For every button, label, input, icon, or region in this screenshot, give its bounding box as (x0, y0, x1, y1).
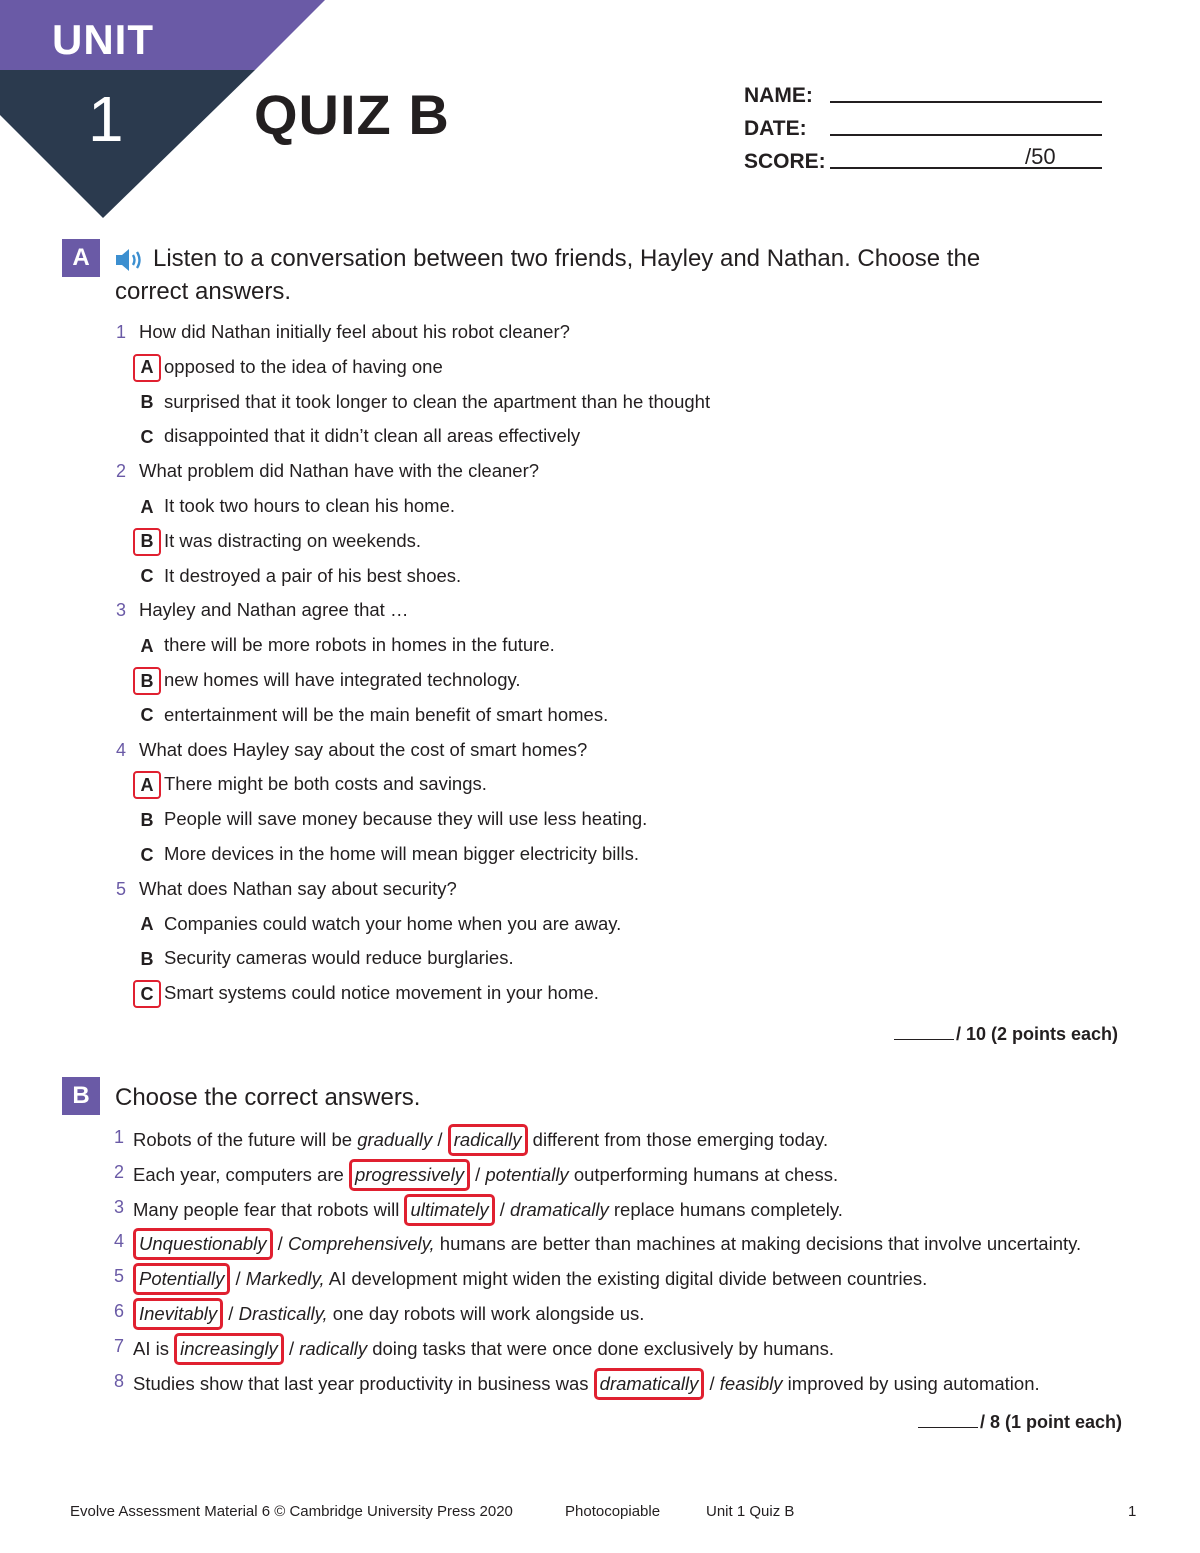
option-text: Security cameras would reduce burglaries. (164, 947, 514, 969)
sentence-end: humans are better than machines at making decisions that involve uncertainty. (434, 1233, 1082, 1255)
score-label: SCORE: (744, 150, 826, 173)
sentence-number: 7 (114, 1335, 125, 1356)
selected-word-choice[interactable]: progressively (349, 1159, 470, 1191)
word-choice[interactable]: potentially (485, 1163, 569, 1185)
question-number: 5 (116, 878, 127, 899)
section-b-points: / 8 (1 point each) (918, 1412, 1122, 1433)
selected-option-letter[interactable]: A (133, 771, 161, 799)
option-text: It was distracting on weekends. (164, 529, 422, 551)
question-text: What problem did Nathan have with the cleaner? (139, 460, 540, 482)
option-text: People will save money because they will use less heating. (164, 808, 648, 830)
option-letter[interactable]: C (140, 844, 154, 865)
option-letter[interactable]: B (140, 809, 154, 830)
word-choice[interactable]: Comprehensively, (287, 1233, 435, 1255)
word-choice[interactable]: Markedly, (245, 1268, 325, 1290)
question-text: What does Hayley say about the cost of smart homes? (139, 738, 588, 760)
question-text: Hayley and Nathan agree that … (139, 599, 409, 621)
choice-separator: / (494, 1198, 511, 1220)
sentence (133, 1368, 1040, 1400)
unit-number: 1 (88, 83, 124, 155)
sentence (133, 1124, 828, 1156)
question-text: How did Nathan initially feel about his robot cleaner? (139, 321, 570, 342)
option-text: Smart systems could notice movement in your home. (164, 982, 599, 1004)
banner-dark-triangle (0, 70, 255, 218)
date-label: DATE: (744, 117, 807, 140)
option-text: new homes will have integrated technology. (164, 669, 521, 690)
word-choice[interactable]: Drastically, (238, 1303, 328, 1324)
date-field[interactable] (830, 134, 1102, 136)
sentence-number: 2 (114, 1161, 125, 1182)
choice-separator: / (223, 1303, 239, 1324)
score-total: /50 (1025, 144, 1056, 169)
footer-photocopiable: Photocopiable (565, 1503, 661, 1520)
selected-word-choice[interactable]: increasingly (174, 1333, 284, 1365)
option-letter[interactable]: A (140, 914, 154, 935)
sentence-end: one day robots will work alongside us. (327, 1303, 645, 1324)
sentence-end: doing tasks that were once done exclusively by humans. (367, 1337, 834, 1359)
footer-unit-quiz: Unit 1 Quiz B (706, 1503, 795, 1520)
sentence-end: AI development might widen the existing digital divide between countries. (324, 1268, 928, 1290)
name-label: NAME: (744, 84, 813, 107)
choice-separator: / (283, 1337, 300, 1359)
sentence-number: 8 (114, 1370, 125, 1391)
choice-separator: / (230, 1268, 246, 1290)
choice-separator: / (432, 1129, 448, 1150)
question-number: 4 (116, 739, 127, 760)
sentence-end: outperforming humans at chess. (568, 1163, 839, 1185)
sentence-end: different from those emerging today. (527, 1129, 829, 1150)
sentence (133, 1228, 1081, 1260)
sentence-start: Each year, computers are (133, 1163, 349, 1185)
option-letter[interactable]: A (140, 496, 154, 517)
option-text: opposed to the idea of having one (164, 355, 443, 377)
section-b-badge: B (62, 1077, 100, 1115)
speaker-icon[interactable] (114, 247, 144, 273)
option-text: disappointed that it didn’t clean all areas effectively (164, 425, 581, 447)
option-letter[interactable]: A (140, 635, 154, 656)
section-a-title-line2: correct answers. (115, 278, 292, 305)
selected-word-choice[interactable]: Unquestionably (133, 1228, 273, 1260)
sentence (133, 1263, 927, 1295)
section-b-title: Choose the correct answers. (115, 1084, 421, 1111)
score-field[interactable] (830, 167, 1102, 169)
sentence-start: Robots of the future will be (133, 1129, 358, 1150)
sentence-start: AI is (133, 1337, 175, 1359)
option-text: there will be more robots in homes in the future. (164, 634, 555, 656)
word-choice[interactable]: feasibly (719, 1372, 783, 1394)
sentence-end: improved by using automation. (782, 1372, 1040, 1394)
selected-word-choice[interactable]: Inevitably (133, 1298, 223, 1330)
unit-label: UNIT (52, 16, 154, 63)
sentence-start: Studies show that last year productivity in business was (133, 1372, 594, 1394)
option-letter[interactable]: C (140, 566, 154, 587)
question-text: What does Nathan say about security? (139, 877, 457, 899)
option-text: It took two hours to clean his home. (164, 495, 456, 516)
sentence-start: Many people fear that robots will (133, 1198, 405, 1220)
sentence-number: 5 (114, 1266, 125, 1287)
banner-purple-band (0, 0, 325, 70)
sentence (133, 1298, 644, 1330)
selected-word-choice[interactable]: dramatically (594, 1368, 705, 1400)
word-choice[interactable]: radically (299, 1337, 368, 1359)
selected-option-letter[interactable]: B (133, 667, 161, 695)
sentence (133, 1194, 843, 1226)
option-text: There might be both costs and savings. (164, 773, 487, 795)
option-letter[interactable]: C (140, 426, 154, 447)
choice-separator: / (704, 1372, 720, 1394)
choice-separator: / (272, 1233, 288, 1255)
option-letter[interactable]: B (140, 392, 154, 413)
name-field[interactable] (830, 101, 1102, 103)
sentence-number: 6 (114, 1301, 125, 1321)
option-text: It destroyed a pair of his best shoes. (164, 564, 462, 586)
selected-option-letter[interactable]: A (133, 354, 161, 382)
question-number: 3 (116, 600, 127, 621)
sentence-number: 4 (114, 1231, 125, 1252)
selected-word-choice[interactable]: radically (448, 1124, 528, 1156)
page-title: QUIZ B (254, 83, 450, 146)
choice-separator: / (469, 1163, 486, 1185)
sentence (133, 1333, 834, 1365)
option-text: Companies could watch your home when you are away. (164, 912, 622, 934)
selected-option-letter[interactable]: C (133, 980, 161, 1008)
option-text: More devices in the home will mean bigger electricity bills. (164, 843, 640, 864)
section-a-badge: A (62, 239, 100, 277)
option-text: entertainment will be the main benefit of smart homes. (164, 703, 609, 725)
question-number: 1 (116, 322, 127, 342)
footer-copyright: Evolve Assessment Material 6 © Cambridge University Press 2020 (70, 1503, 513, 1520)
sentence-number: 3 (114, 1196, 125, 1217)
section-a-title-line1: Listen to a conversation between two friends, Hayley and Nathan. Choose the (153, 245, 981, 272)
selected-word-choice[interactable]: Potentially (133, 1263, 230, 1295)
sentence-end: replace humans completely. (608, 1198, 843, 1220)
selected-option-letter[interactable]: B (133, 528, 161, 556)
word-choice[interactable]: dramatically (510, 1198, 609, 1220)
word-choice[interactable]: gradually (357, 1129, 433, 1150)
option-letter[interactable]: C (140, 705, 154, 726)
question-number: 2 (116, 461, 127, 482)
selected-word-choice[interactable]: ultimately (404, 1194, 494, 1226)
option-letter[interactable]: B (140, 948, 154, 969)
sentence-number: 1 (114, 1127, 125, 1147)
option-text: surprised that it took longer to clean the apartment than he thought (164, 390, 711, 412)
page-number: 1 (1128, 1503, 1137, 1520)
section-a-points: / 10 (2 points each) (894, 1024, 1118, 1045)
sentence (133, 1159, 838, 1191)
